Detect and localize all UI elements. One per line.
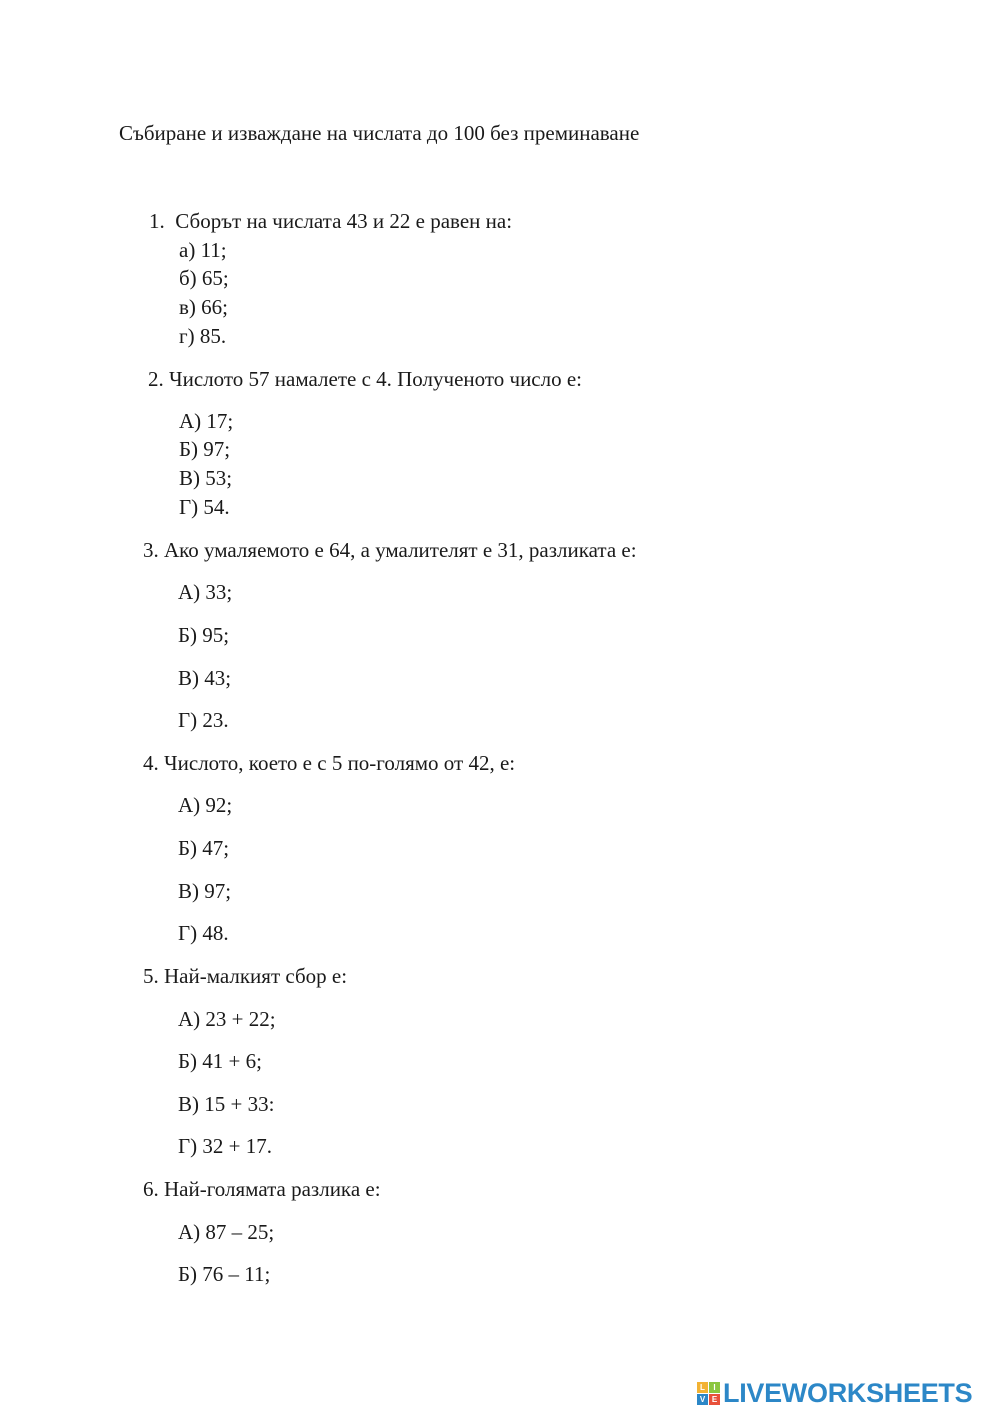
option-3b: Б) 95; — [178, 623, 230, 647]
logo-mark-l: L — [697, 1382, 708, 1393]
question-3 — [143, 536, 637, 564]
option-1d: г) 85. — [179, 324, 227, 348]
question-4 — [143, 749, 515, 777]
option-2c: В) 53; — [179, 466, 233, 490]
option-3d: Г) 23. — [178, 708, 229, 732]
option-5b: Б) 41 + 6; — [178, 1049, 262, 1073]
question-number: 4. — [143, 751, 159, 775]
logo-mark-icon — [697, 1382, 720, 1405]
option-1c: в) 66; — [179, 295, 228, 319]
option-6a: А) 87 – 25; — [178, 1220, 275, 1244]
option-5c: В) 15 + 33: — [178, 1092, 275, 1116]
worksheet-title: Събиране и изваждане на числата до 100 без преминаване — [119, 121, 640, 145]
question-6 — [143, 1175, 381, 1203]
option-6b: Б) 76 – 11; — [178, 1262, 271, 1286]
option-2a: А) 17; — [179, 409, 234, 433]
option-2d: Г) 54. — [179, 495, 230, 519]
option-4b: Б) 47; — [178, 836, 230, 860]
question-text: Най-малкият сбор е: — [164, 964, 348, 988]
option-1a: а) 11; — [179, 238, 227, 262]
logo-mark-i: I — [709, 1382, 720, 1393]
option-5a: А) 23 + 22; — [178, 1007, 276, 1031]
question-text: Ако умаляемото е 64, а умалителят е 31, разликата е: — [164, 538, 637, 562]
logo-mark-e: E — [709, 1394, 720, 1405]
question-text: Числото, което е с 5 по-голямо от 42, е: — [164, 751, 516, 775]
option-2b: Б) 97; — [179, 437, 231, 461]
question-text: Най-голямата разлика е: — [164, 1177, 381, 1201]
question-number: 1. — [149, 209, 165, 233]
option-3c: В) 43; — [178, 666, 232, 690]
option-3a: А) 33; — [178, 580, 233, 604]
question-number: 3. — [143, 538, 159, 562]
option-1b: б) 65; — [179, 266, 229, 290]
question-1 — [149, 207, 512, 235]
question-text: Числото 57 намалете с 4. Полученото число е: — [169, 367, 583, 391]
question-5 — [143, 962, 347, 990]
logo-text: LIVEWORKSHEETS — [723, 1377, 973, 1408]
question-number: 2. — [148, 367, 164, 391]
option-4d: Г) 48. — [178, 921, 229, 945]
option-4a: А) 92; — [178, 793, 233, 817]
liveworksheets-logo[interactable] — [697, 1378, 972, 1408]
question-number: 6. — [143, 1177, 159, 1201]
option-5d: Г) 32 + 17. — [178, 1134, 272, 1158]
option-4c: В) 97; — [178, 879, 232, 903]
logo-mark-v: V — [697, 1394, 708, 1405]
question-2 — [148, 365, 582, 393]
question-text: Сборът на числата 43 и 22 е равен на: — [175, 209, 513, 233]
question-number: 5. — [143, 964, 159, 988]
